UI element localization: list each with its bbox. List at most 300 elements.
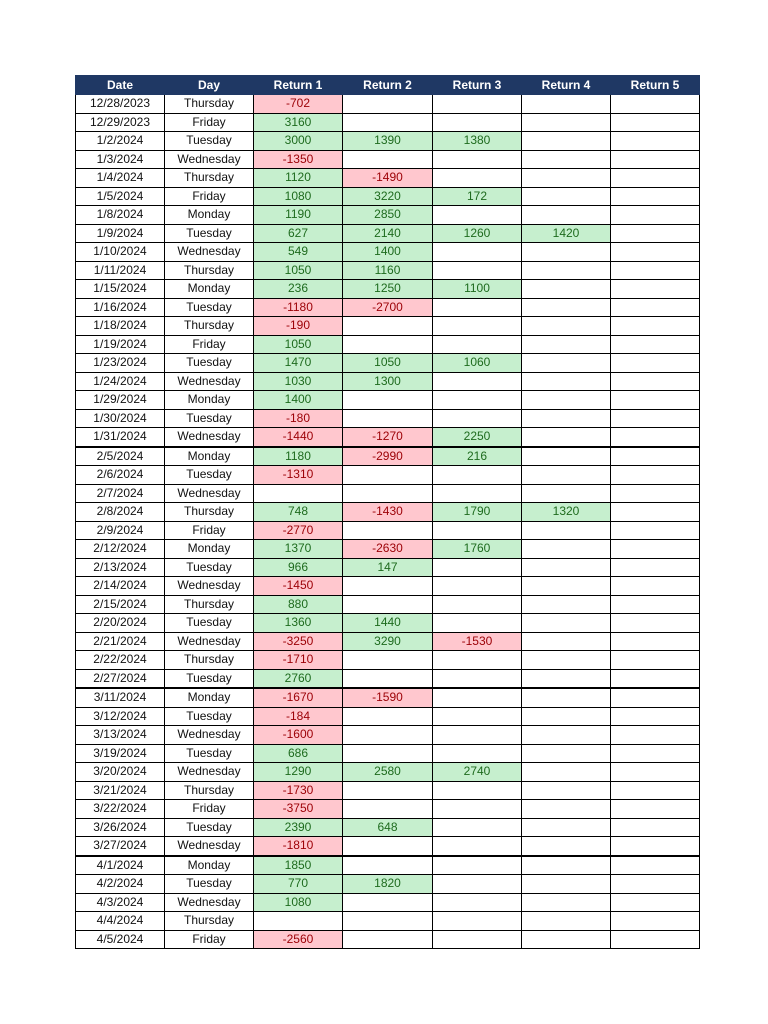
day-cell[interactable]: Tuesday	[165, 707, 254, 726]
return-1-cell[interactable]: -184	[254, 707, 343, 726]
return-3-cell[interactable]	[433, 484, 522, 503]
date-cell[interactable]: 2/27/2024	[76, 669, 165, 688]
day-cell[interactable]: Wednesday	[165, 763, 254, 782]
day-cell[interactable]: Monday	[165, 540, 254, 559]
day-cell[interactable]: Tuesday	[165, 132, 254, 151]
return-2-cell[interactable]	[343, 317, 433, 336]
return-4-cell[interactable]: 1320	[522, 503, 611, 522]
return-5-cell[interactable]	[611, 187, 700, 206]
day-cell[interactable]: Thursday	[165, 781, 254, 800]
return-2-cell[interactable]	[343, 669, 433, 688]
return-2-cell[interactable]	[343, 113, 433, 132]
date-cell[interactable]: 3/22/2024	[76, 800, 165, 819]
return-3-cell[interactable]	[433, 744, 522, 763]
return-1-cell[interactable]: 880	[254, 595, 343, 614]
return-3-cell[interactable]	[433, 409, 522, 428]
return-5-cell[interactable]	[611, 800, 700, 819]
return-2-cell[interactable]: 2580	[343, 763, 433, 782]
day-cell[interactable]: Wednesday	[165, 632, 254, 651]
return-4-cell[interactable]	[522, 169, 611, 188]
return-1-cell[interactable]: 748	[254, 503, 343, 522]
return-4-cell[interactable]	[522, 409, 611, 428]
return-2-cell[interactable]	[343, 707, 433, 726]
return-3-cell[interactable]	[433, 335, 522, 354]
day-cell[interactable]: Thursday	[165, 651, 254, 670]
return-3-cell[interactable]	[433, 206, 522, 225]
return-1-cell[interactable]: 3000	[254, 132, 343, 151]
day-cell[interactable]: Tuesday	[165, 875, 254, 894]
return-3-cell[interactable]	[433, 261, 522, 280]
return-3-cell[interactable]	[433, 707, 522, 726]
return-4-cell[interactable]	[522, 595, 611, 614]
return-1-cell[interactable]: 1120	[254, 169, 343, 188]
return-5-cell[interactable]	[611, 224, 700, 243]
return-2-cell[interactable]	[343, 150, 433, 169]
return-5-cell[interactable]	[611, 447, 700, 466]
return-3-cell[interactable]: 2740	[433, 763, 522, 782]
return-3-cell[interactable]	[433, 317, 522, 336]
return-1-cell[interactable]: 1030	[254, 372, 343, 391]
return-1-cell[interactable]: -2770	[254, 521, 343, 540]
return-3-cell[interactable]	[433, 595, 522, 614]
date-cell[interactable]: 3/21/2024	[76, 781, 165, 800]
day-cell[interactable]: Tuesday	[165, 744, 254, 763]
return-3-cell[interactable]	[433, 837, 522, 856]
return-3-cell[interactable]: 216	[433, 447, 522, 466]
return-5-cell[interactable]	[611, 372, 700, 391]
return-5-cell[interactable]	[611, 113, 700, 132]
day-cell[interactable]: Friday	[165, 187, 254, 206]
return-1-cell[interactable]: -1310	[254, 466, 343, 485]
day-cell[interactable]: Friday	[165, 521, 254, 540]
return-4-cell[interactable]	[522, 893, 611, 912]
date-cell[interactable]: 1/10/2024	[76, 243, 165, 262]
return-4-cell[interactable]	[522, 744, 611, 763]
date-cell[interactable]: 1/19/2024	[76, 335, 165, 354]
date-cell[interactable]: 3/19/2024	[76, 744, 165, 763]
day-cell[interactable]: Wednesday	[165, 726, 254, 745]
return-3-cell[interactable]	[433, 113, 522, 132]
date-cell[interactable]: 1/11/2024	[76, 261, 165, 280]
return-5-cell[interactable]	[611, 95, 700, 114]
return-5-cell[interactable]	[611, 169, 700, 188]
return-4-cell[interactable]	[522, 707, 611, 726]
return-5-cell[interactable]	[611, 651, 700, 670]
return-5-cell[interactable]	[611, 707, 700, 726]
return-4-cell[interactable]	[522, 150, 611, 169]
return-3-cell[interactable]	[433, 912, 522, 931]
return-3-cell[interactable]: 1060	[433, 354, 522, 373]
day-cell[interactable]: Monday	[165, 856, 254, 875]
return-1-cell[interactable]: 2390	[254, 818, 343, 837]
day-cell[interactable]: Tuesday	[165, 409, 254, 428]
return-5-cell[interactable]	[611, 781, 700, 800]
return-3-cell[interactable]	[433, 818, 522, 837]
return-4-cell[interactable]	[522, 632, 611, 651]
return-2-cell[interactable]	[343, 912, 433, 931]
return-3-cell[interactable]: 2250	[433, 428, 522, 447]
return-5-cell[interactable]	[611, 577, 700, 596]
return-4-cell[interactable]	[522, 875, 611, 894]
day-cell[interactable]: Monday	[165, 280, 254, 299]
return-4-cell[interactable]	[522, 447, 611, 466]
return-2-cell[interactable]: -1490	[343, 169, 433, 188]
day-cell[interactable]: Tuesday	[165, 669, 254, 688]
return-3-cell[interactable]	[433, 150, 522, 169]
date-cell[interactable]: 3/20/2024	[76, 763, 165, 782]
return-4-cell[interactable]	[522, 651, 611, 670]
return-2-cell[interactable]: 1440	[343, 614, 433, 633]
return-4-cell[interactable]	[522, 781, 611, 800]
return-3-cell[interactable]: 1380	[433, 132, 522, 151]
date-cell[interactable]: 1/23/2024	[76, 354, 165, 373]
return-3-cell[interactable]: -1530	[433, 632, 522, 651]
return-3-cell[interactable]	[433, 614, 522, 633]
return-5-cell[interactable]	[611, 243, 700, 262]
return-3-cell[interactable]: 1100	[433, 280, 522, 299]
return-5-cell[interactable]	[611, 391, 700, 410]
return-5-cell[interactable]	[611, 540, 700, 559]
return-5-cell[interactable]	[611, 335, 700, 354]
day-cell[interactable]: Tuesday	[165, 466, 254, 485]
date-cell[interactable]: 2/8/2024	[76, 503, 165, 522]
return-2-cell[interactable]	[343, 930, 433, 949]
day-cell[interactable]: Tuesday	[165, 558, 254, 577]
return-3-cell[interactable]	[433, 726, 522, 745]
return-1-cell[interactable]: 1400	[254, 391, 343, 410]
return-2-cell[interactable]: -1270	[343, 428, 433, 447]
day-cell[interactable]: Friday	[165, 113, 254, 132]
return-1-cell[interactable]: -702	[254, 95, 343, 114]
return-3-cell[interactable]	[433, 856, 522, 875]
day-cell[interactable]: Thursday	[165, 169, 254, 188]
return-5-cell[interactable]	[611, 912, 700, 931]
day-cell[interactable]: Tuesday	[165, 298, 254, 317]
day-cell[interactable]: Wednesday	[165, 577, 254, 596]
return-4-cell[interactable]	[522, 726, 611, 745]
return-3-cell[interactable]	[433, 651, 522, 670]
return-1-cell[interactable]	[254, 912, 343, 931]
return-3-cell[interactable]	[433, 669, 522, 688]
return-2-cell[interactable]	[343, 800, 433, 819]
date-cell[interactable]: 1/5/2024	[76, 187, 165, 206]
return-4-cell[interactable]	[522, 614, 611, 633]
return-3-cell[interactable]	[433, 169, 522, 188]
date-cell[interactable]: 2/7/2024	[76, 484, 165, 503]
return-4-cell[interactable]	[522, 428, 611, 447]
return-2-cell[interactable]	[343, 577, 433, 596]
return-4-cell[interactable]	[522, 484, 611, 503]
return-5-cell[interactable]	[611, 837, 700, 856]
day-cell[interactable]: Thursday	[165, 503, 254, 522]
date-cell[interactable]: 2/12/2024	[76, 540, 165, 559]
return-1-cell[interactable]: -1440	[254, 428, 343, 447]
return-3-cell[interactable]	[433, 466, 522, 485]
date-cell[interactable]: 1/31/2024	[76, 428, 165, 447]
return-1-cell[interactable]: -1730	[254, 781, 343, 800]
date-cell[interactable]: 4/4/2024	[76, 912, 165, 931]
return-4-cell[interactable]	[522, 317, 611, 336]
return-2-cell[interactable]	[343, 335, 433, 354]
return-3-cell[interactable]	[433, 893, 522, 912]
date-cell[interactable]: 3/11/2024	[76, 688, 165, 707]
day-cell[interactable]: Wednesday	[165, 893, 254, 912]
return-4-cell[interactable]: 1420	[522, 224, 611, 243]
return-3-cell[interactable]: 1260	[433, 224, 522, 243]
return-4-cell[interactable]	[522, 837, 611, 856]
header-date[interactable]: Date	[76, 76, 165, 95]
return-3-cell[interactable]	[433, 391, 522, 410]
date-cell[interactable]: 3/13/2024	[76, 726, 165, 745]
date-cell[interactable]: 2/9/2024	[76, 521, 165, 540]
return-2-cell[interactable]: 1250	[343, 280, 433, 299]
day-cell[interactable]: Wednesday	[165, 150, 254, 169]
day-cell[interactable]: Monday	[165, 206, 254, 225]
day-cell[interactable]: Tuesday	[165, 354, 254, 373]
return-5-cell[interactable]	[611, 261, 700, 280]
return-4-cell[interactable]	[522, 930, 611, 949]
return-3-cell[interactable]	[433, 930, 522, 949]
return-4-cell[interactable]	[522, 577, 611, 596]
return-5-cell[interactable]	[611, 150, 700, 169]
date-cell[interactable]: 2/21/2024	[76, 632, 165, 651]
return-1-cell[interactable]: 1850	[254, 856, 343, 875]
return-2-cell[interactable]: 648	[343, 818, 433, 837]
day-cell[interactable]: Monday	[165, 447, 254, 466]
date-cell[interactable]: 3/26/2024	[76, 818, 165, 837]
return-2-cell[interactable]: 1390	[343, 132, 433, 151]
return-3-cell[interactable]	[433, 800, 522, 819]
return-2-cell[interactable]: 3290	[343, 632, 433, 651]
return-5-cell[interactable]	[611, 930, 700, 949]
return-1-cell[interactable]: -1710	[254, 651, 343, 670]
date-cell[interactable]: 3/27/2024	[76, 837, 165, 856]
return-2-cell[interactable]	[343, 744, 433, 763]
date-cell[interactable]: 1/3/2024	[76, 150, 165, 169]
date-cell[interactable]: 1/24/2024	[76, 372, 165, 391]
day-cell[interactable]: Thursday	[165, 912, 254, 931]
return-5-cell[interactable]	[611, 466, 700, 485]
return-5-cell[interactable]	[611, 206, 700, 225]
day-cell[interactable]: Thursday	[165, 595, 254, 614]
return-3-cell[interactable]	[433, 577, 522, 596]
return-5-cell[interactable]	[611, 856, 700, 875]
return-1-cell[interactable]	[254, 484, 343, 503]
return-2-cell[interactable]	[343, 95, 433, 114]
return-1-cell[interactable]: -1180	[254, 298, 343, 317]
day-cell[interactable]: Wednesday	[165, 243, 254, 262]
return-2-cell[interactable]: 1160	[343, 261, 433, 280]
return-4-cell[interactable]	[522, 391, 611, 410]
return-2-cell[interactable]	[343, 837, 433, 856]
day-cell[interactable]: Thursday	[165, 317, 254, 336]
date-cell[interactable]: 1/29/2024	[76, 391, 165, 410]
return-5-cell[interactable]	[611, 632, 700, 651]
return-1-cell[interactable]: 627	[254, 224, 343, 243]
return-2-cell[interactable]	[343, 484, 433, 503]
return-4-cell[interactable]	[522, 763, 611, 782]
return-1-cell[interactable]: 1080	[254, 187, 343, 206]
date-cell[interactable]: 1/30/2024	[76, 409, 165, 428]
return-1-cell[interactable]: -1450	[254, 577, 343, 596]
return-3-cell[interactable]	[433, 688, 522, 707]
return-1-cell[interactable]: 549	[254, 243, 343, 262]
return-4-cell[interactable]	[522, 113, 611, 132]
return-2-cell[interactable]	[343, 726, 433, 745]
return-3-cell[interactable]	[433, 521, 522, 540]
day-cell[interactable]: Tuesday	[165, 818, 254, 837]
return-1-cell[interactable]: 1290	[254, 763, 343, 782]
date-cell[interactable]: 1/8/2024	[76, 206, 165, 225]
return-1-cell[interactable]: 686	[254, 744, 343, 763]
day-cell[interactable]: Thursday	[165, 95, 254, 114]
return-4-cell[interactable]	[522, 521, 611, 540]
return-3-cell[interactable]	[433, 243, 522, 262]
date-cell[interactable]: 12/29/2023	[76, 113, 165, 132]
date-cell[interactable]: 2/13/2024	[76, 558, 165, 577]
header-return-1[interactable]: Return 1	[254, 76, 343, 95]
day-cell[interactable]: Friday	[165, 930, 254, 949]
return-5-cell[interactable]	[611, 132, 700, 151]
return-5-cell[interactable]	[611, 688, 700, 707]
day-cell[interactable]: Friday	[165, 800, 254, 819]
day-cell[interactable]: Wednesday	[165, 484, 254, 503]
return-2-cell[interactable]: -2700	[343, 298, 433, 317]
date-cell[interactable]: 1/9/2024	[76, 224, 165, 243]
return-4-cell[interactable]	[522, 132, 611, 151]
return-5-cell[interactable]	[611, 521, 700, 540]
return-2-cell[interactable]	[343, 781, 433, 800]
return-4-cell[interactable]	[522, 800, 611, 819]
day-cell[interactable]: Friday	[165, 335, 254, 354]
return-5-cell[interactable]	[611, 428, 700, 447]
date-cell[interactable]: 4/5/2024	[76, 930, 165, 949]
return-3-cell[interactable]	[433, 558, 522, 577]
return-2-cell[interactable]: -2630	[343, 540, 433, 559]
date-cell[interactable]: 2/20/2024	[76, 614, 165, 633]
return-5-cell[interactable]	[611, 595, 700, 614]
return-1-cell[interactable]: 770	[254, 875, 343, 894]
return-5-cell[interactable]	[611, 558, 700, 577]
return-1-cell[interactable]: 1080	[254, 893, 343, 912]
return-1-cell[interactable]: -1350	[254, 150, 343, 169]
return-1-cell[interactable]: 3160	[254, 113, 343, 132]
return-4-cell[interactable]	[522, 261, 611, 280]
return-1-cell[interactable]: 1360	[254, 614, 343, 633]
header-return-5[interactable]: Return 5	[611, 76, 700, 95]
return-4-cell[interactable]	[522, 540, 611, 559]
return-4-cell[interactable]	[522, 243, 611, 262]
return-1-cell[interactable]: 966	[254, 558, 343, 577]
return-2-cell[interactable]: 1400	[343, 243, 433, 262]
return-4-cell[interactable]	[522, 912, 611, 931]
date-cell[interactable]: 1/2/2024	[76, 132, 165, 151]
return-4-cell[interactable]	[522, 818, 611, 837]
return-1-cell[interactable]: -2560	[254, 930, 343, 949]
return-1-cell[interactable]: -3750	[254, 800, 343, 819]
day-cell[interactable]: Wednesday	[165, 428, 254, 447]
return-4-cell[interactable]	[522, 335, 611, 354]
return-2-cell[interactable]: -1590	[343, 688, 433, 707]
return-3-cell[interactable]	[433, 372, 522, 391]
date-cell[interactable]: 4/2/2024	[76, 875, 165, 894]
return-1-cell[interactable]: -1810	[254, 837, 343, 856]
return-5-cell[interactable]	[611, 409, 700, 428]
return-5-cell[interactable]	[611, 875, 700, 894]
return-1-cell[interactable]: 1370	[254, 540, 343, 559]
return-4-cell[interactable]	[522, 558, 611, 577]
return-5-cell[interactable]	[611, 298, 700, 317]
date-cell[interactable]: 1/18/2024	[76, 317, 165, 336]
return-2-cell[interactable]: -2990	[343, 447, 433, 466]
return-5-cell[interactable]	[611, 726, 700, 745]
return-5-cell[interactable]	[611, 893, 700, 912]
return-1-cell[interactable]: 1180	[254, 447, 343, 466]
return-2-cell[interactable]: 2850	[343, 206, 433, 225]
return-4-cell[interactable]	[522, 372, 611, 391]
return-5-cell[interactable]	[611, 484, 700, 503]
return-1-cell[interactable]: 2760	[254, 669, 343, 688]
day-cell[interactable]: Wednesday	[165, 837, 254, 856]
return-4-cell[interactable]	[522, 688, 611, 707]
date-cell[interactable]: 2/15/2024	[76, 595, 165, 614]
return-4-cell[interactable]	[522, 856, 611, 875]
return-3-cell[interactable]	[433, 875, 522, 894]
return-3-cell[interactable]	[433, 781, 522, 800]
return-2-cell[interactable]	[343, 595, 433, 614]
return-2-cell[interactable]: 1050	[343, 354, 433, 373]
return-2-cell[interactable]	[343, 893, 433, 912]
date-cell[interactable]: 1/15/2024	[76, 280, 165, 299]
return-2-cell[interactable]	[343, 466, 433, 485]
return-5-cell[interactable]	[611, 280, 700, 299]
return-5-cell[interactable]	[611, 614, 700, 633]
return-2-cell[interactable]: 147	[343, 558, 433, 577]
return-3-cell[interactable]: 1760	[433, 540, 522, 559]
return-3-cell[interactable]: 1790	[433, 503, 522, 522]
return-4-cell[interactable]	[522, 669, 611, 688]
date-cell[interactable]: 2/22/2024	[76, 651, 165, 670]
return-2-cell[interactable]: 2140	[343, 224, 433, 243]
return-1-cell[interactable]: 1190	[254, 206, 343, 225]
header-return-2[interactable]: Return 2	[343, 76, 433, 95]
return-1-cell[interactable]: -180	[254, 409, 343, 428]
return-3-cell[interactable]: 172	[433, 187, 522, 206]
return-4-cell[interactable]	[522, 298, 611, 317]
day-cell[interactable]: Wednesday	[165, 372, 254, 391]
return-2-cell[interactable]: 1300	[343, 372, 433, 391]
return-5-cell[interactable]	[611, 763, 700, 782]
return-5-cell[interactable]	[611, 503, 700, 522]
return-1-cell[interactable]: -3250	[254, 632, 343, 651]
return-2-cell[interactable]: 1820	[343, 875, 433, 894]
return-4-cell[interactable]	[522, 206, 611, 225]
return-2-cell[interactable]: -1430	[343, 503, 433, 522]
day-cell[interactable]: Monday	[165, 391, 254, 410]
return-5-cell[interactable]	[611, 744, 700, 763]
return-4-cell[interactable]	[522, 187, 611, 206]
return-5-cell[interactable]	[611, 354, 700, 373]
date-cell[interactable]: 2/5/2024	[76, 447, 165, 466]
return-3-cell[interactable]	[433, 95, 522, 114]
return-4-cell[interactable]	[522, 354, 611, 373]
day-cell[interactable]: Thursday	[165, 261, 254, 280]
date-cell[interactable]: 4/3/2024	[76, 893, 165, 912]
day-cell[interactable]: Monday	[165, 688, 254, 707]
return-1-cell[interactable]: -1670	[254, 688, 343, 707]
header-return-3[interactable]: Return 3	[433, 76, 522, 95]
return-4-cell[interactable]	[522, 280, 611, 299]
